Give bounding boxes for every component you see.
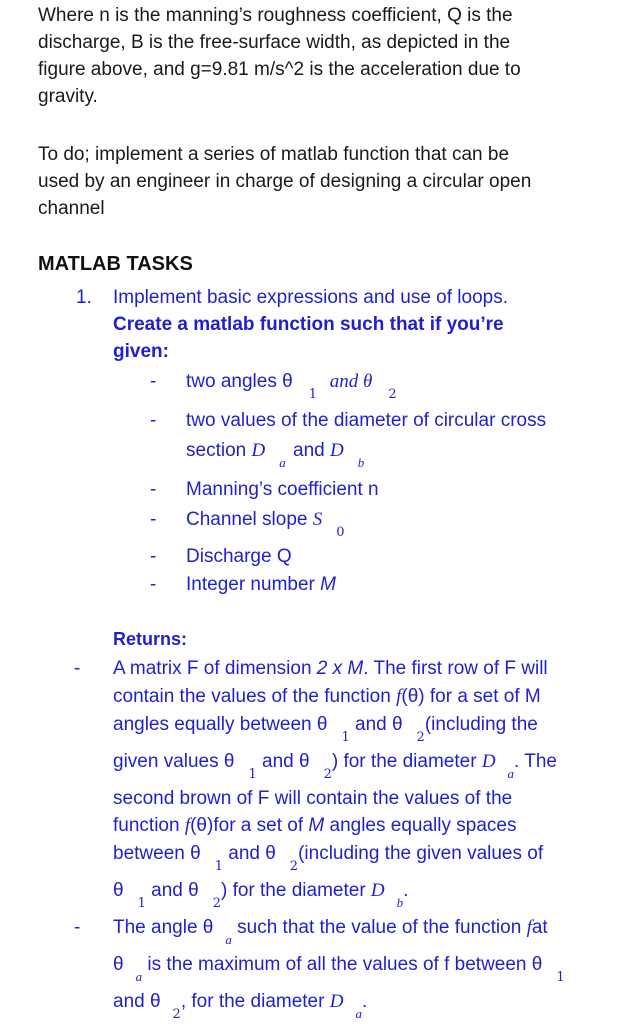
text-run: f — [396, 686, 402, 707]
intro-line: gravity. — [38, 86, 98, 107]
subscript: 2 — [323, 767, 332, 782]
subscript: a — [279, 455, 286, 470]
subscript: 2 — [416, 730, 425, 745]
returns-line — [113, 711, 538, 745]
bullet-dash: - — [150, 509, 157, 530]
variable: D — [481, 751, 496, 772]
text-run: ) for the diameter — [331, 751, 482, 772]
text-run: and θ — [222, 843, 276, 864]
returns-line — [113, 988, 368, 1022]
intro-paragraph — [38, 2, 598, 110]
todo-line: To do; implement a series of matlab function that can be — [38, 144, 510, 165]
subscript: 2 — [289, 859, 299, 874]
text-run: . — [403, 880, 409, 901]
text-run: between θ — [113, 843, 201, 864]
bullet-dash: - — [150, 574, 157, 595]
text-run: for a set of M — [424, 686, 541, 707]
subscript: 1 — [248, 767, 257, 782]
variable: M — [308, 815, 325, 836]
returns-label: Returns: — [113, 629, 188, 649]
input-label: section — [186, 440, 252, 461]
subscript: 2 — [172, 1007, 181, 1022]
returns-line — [113, 951, 565, 985]
variable: D — [329, 991, 344, 1012]
variable: D — [329, 440, 344, 461]
input-text: Discharge Q — [186, 546, 292, 567]
subscript: 1 — [137, 896, 146, 911]
input-label: and — [287, 440, 330, 461]
input-text — [186, 368, 397, 402]
todo-line: channel — [38, 198, 105, 219]
task-number: 1. — [76, 287, 92, 308]
variable: S — [312, 509, 323, 530]
subscript: 2 — [212, 896, 221, 911]
returns-line — [113, 748, 558, 782]
text-run: (θ) — [401, 686, 425, 707]
text-run: contain the values of the function — [113, 686, 397, 707]
intro-line: figure above, and g=9.81 m/s^2 is the acceleration due to — [38, 59, 521, 80]
todo-line: used by an engineer in charge of designing a circular open — [38, 171, 532, 192]
subscript: 0 — [336, 525, 345, 540]
bullet-dash: - — [150, 546, 157, 567]
input-text — [186, 571, 336, 598]
text-run: is the maximum of all the values of f between θ — [142, 954, 543, 975]
subscript: 1 — [214, 859, 223, 874]
task-line-bold: Create a matlab function such that if you’re — [113, 314, 504, 335]
text-run: The angle θ — [113, 917, 214, 938]
input-text — [186, 437, 365, 470]
subscript: a — [225, 932, 232, 947]
text-run: for a set of — [213, 815, 309, 836]
todo-paragraph — [38, 141, 598, 222]
text-run: . The — [514, 751, 558, 772]
returns-line: second brown of F will contain the values of the — [113, 788, 513, 809]
intro-line: Where n is the manning’s roughness coefficient, Q is the — [38, 5, 513, 26]
text-run: (including the given values of — [298, 843, 544, 864]
input-label: Integer number — [186, 574, 321, 595]
subscript: 1 — [556, 970, 565, 985]
returns-line — [113, 655, 548, 682]
bullet-dash: - — [74, 658, 81, 679]
task-line: Implement basic expressions and use of loops. — [113, 287, 508, 308]
text-run: ) for the diameter — [220, 880, 371, 901]
text-run: and θ — [349, 714, 403, 735]
variable: M — [320, 574, 336, 595]
returns-line — [113, 914, 548, 947]
text-run: (including the — [424, 714, 538, 735]
returns-line — [113, 683, 541, 710]
text-run: 2 x M — [316, 658, 364, 679]
task-description — [113, 284, 593, 365]
bullet-dash: - — [74, 917, 81, 938]
text-run: . — [361, 991, 368, 1012]
subscript: b — [357, 455, 365, 470]
subscript: 1 — [341, 730, 350, 745]
input-label: Channel slope — [186, 509, 313, 530]
text-run: . The first row of F will — [363, 658, 548, 679]
text-run: , for the diameter — [180, 991, 330, 1012]
subscript: a — [135, 969, 143, 984]
returns-line — [113, 812, 516, 839]
input-label: and θ — [324, 371, 373, 392]
input-text — [186, 506, 345, 540]
text-run: and θ — [145, 880, 199, 901]
subscript: a — [507, 766, 515, 781]
task-line-bold: given: — [113, 341, 169, 362]
subscript: 1 — [308, 387, 317, 402]
subscript: a — [355, 1006, 362, 1021]
text-run: f — [184, 815, 191, 836]
text-run: (θ) — [190, 815, 214, 836]
input-label: two angles θ — [186, 371, 293, 392]
text-run: function — [113, 815, 185, 836]
subscript: 2 — [388, 387, 397, 402]
section-heading: MATLAB TASKS — [38, 253, 193, 275]
returns-line — [113, 877, 409, 911]
input-text: two values of the diameter of circular cross — [186, 410, 547, 431]
text-run: such that the value of the function — [231, 917, 527, 938]
input-text: Manning’s coefficient n — [186, 479, 379, 500]
text-run: given values θ — [113, 751, 235, 772]
bullet-dash: - — [150, 410, 157, 431]
text-run: at — [531, 917, 548, 938]
bullet-dash: - — [150, 479, 157, 500]
variable: D — [370, 880, 385, 901]
text-run: and θ — [256, 751, 310, 772]
text-run: angles equally spaces — [324, 815, 517, 836]
text-run: θ — [113, 880, 124, 901]
text-run: angles equally between θ — [113, 714, 328, 735]
text-run: and θ — [113, 991, 161, 1012]
intro-line: discharge, B is the free-surface width, as depicted in the — [38, 32, 511, 53]
text-run: A matrix F of dimension — [113, 658, 317, 679]
returns-line — [113, 840, 544, 874]
text-run: f — [526, 917, 532, 938]
subscript: b — [396, 895, 404, 910]
variable: D — [251, 440, 266, 461]
bullet-dash: - — [150, 371, 157, 392]
text-run: θ — [113, 954, 124, 975]
